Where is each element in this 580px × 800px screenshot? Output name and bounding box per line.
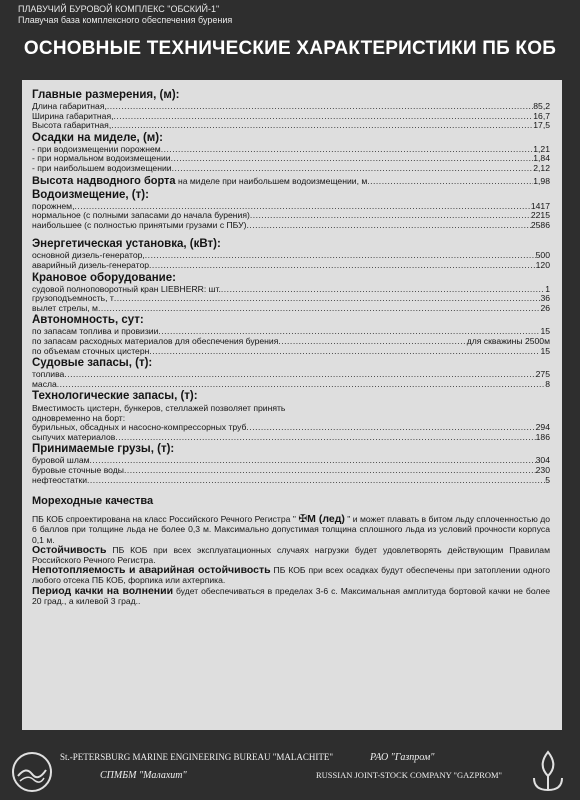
malachite-logo-icon xyxy=(10,750,54,794)
spec-row: по объемам сточных цистерн ..... 15 xyxy=(32,347,550,357)
header-line-2: Плавучая база комплексного обеспечения бурения xyxy=(18,15,233,25)
section-stores-title: Судовые запасы, (т): xyxy=(32,357,153,370)
spec-row: судовой полноповоротный кран LIEBHERR: шт. ..... 1 xyxy=(32,285,550,295)
spec-row: основной дизель-генератор, ..... 500 xyxy=(32,251,550,261)
spec-row: буровой шлам ..... 304 xyxy=(32,456,550,466)
freeboard-value: 1,98 xyxy=(533,175,550,186)
spec-row: топлива ..... 275 xyxy=(32,370,550,380)
section-crane-title: Крановое оборудование: xyxy=(32,271,176,284)
tech-text-1: Вместимость цистерн, бункеров, стеллажей позволяет принять xyxy=(32,403,286,414)
spec-row: вылет стрелы, м ..... 26 xyxy=(32,304,550,314)
section-freeboard-title: Высота надводного борта xyxy=(32,174,176,187)
class-mark-icon: ✠ xyxy=(298,513,308,526)
document-header xyxy=(18,4,232,26)
spec-row: - при водоизмещении порожнем ..... 1,21 xyxy=(32,145,550,155)
gazprom-logo-icon xyxy=(526,748,570,794)
seaworthy-paragraph-1: ПБ КОБ спроектирована на класс Российского Речного Регистра " ✠М (лед) " и может плавать в битом льду сплоченностью до 6 баллов при толщине льда не более 0,3 м. Максимально допустимая толщина сплошного льда из условий прочности корпуса 0,1 м. xyxy=(32,513,550,545)
spec-row: буровые сточные воды ..... 230 xyxy=(32,466,550,476)
spec-row: Высота габаритная, ..... 17,5 xyxy=(32,121,550,131)
spec-row: сыпучих материалов ..... 186 xyxy=(32,433,550,443)
footer-gazprom-en: RUSSIAN JOINT-STOCK COMPANY "GAZPROM" xyxy=(316,770,503,780)
section-displacement-title: Водоизмещение, (т): xyxy=(32,188,149,201)
section-tech-title: Технологические запасы, (т): xyxy=(32,390,198,403)
section-seaworthy-title: Мореходные качества xyxy=(32,495,154,508)
freeboard-note: на миделе при наибольшем водоизмещении, м xyxy=(175,175,368,186)
spec-sheet xyxy=(22,80,562,730)
tech-text-2: одновременно на борт: xyxy=(32,413,126,424)
spec-row: по запасам топлива и провизии ..... 15 xyxy=(32,327,550,337)
spec-row: порожнем, ..... 1417 xyxy=(32,202,550,212)
section-dims-title: Главные размерения, (м): xyxy=(32,89,180,101)
freeboard-row xyxy=(32,174,550,188)
rolling-paragraph: Период качки на волнении будет обеспечиваться в пределах 3-6 с. Максимальная амплитуда бортовой качки не более 20 град., а килевой 3 град.. xyxy=(32,584,550,606)
spec-row: Ширина габаритная, ..... 16,7 xyxy=(32,112,550,122)
spec-row: нормальное (с полными запасами до начала бурения) ..... 2215 xyxy=(32,211,550,221)
spec-row: - при нормальном водоизмещении ..... 1,84 xyxy=(32,154,550,164)
footer xyxy=(0,744,580,800)
footer-malachite-ru: СПМБМ "Малахит" xyxy=(100,770,187,781)
stability-paragraph: Остойчивость ПБ КОБ при всех эксплуатационных случаях нагрузки будет удовлетворять действующим Правилам Российского Речного Регистра. xyxy=(32,543,550,566)
spec-row: масла ..... 8 xyxy=(32,380,550,390)
section-draft-title: Осадки на миделе, (м): xyxy=(32,131,163,144)
section-autonomy-title: Автономность, сут: xyxy=(32,314,144,327)
spec-row: - при наибольшем водоизмещении ..... 2,12 xyxy=(32,164,550,174)
spec-row: грузоподъемность, т ..... 36 xyxy=(32,294,550,304)
spec-row: по запасам расходных материалов для обеспечения бурения ..... для скважины 2500м xyxy=(32,337,550,347)
unsinkability-paragraph: Непотопляемость и аварийная остойчивость ПБ КОБ при всех осадках будут обеспечены при затоплении одного любого отсека ПБ КОБ, форпика или ахтерпика. xyxy=(32,564,550,586)
spec-row: нефтеостатки ..... 5 xyxy=(32,476,550,486)
header-line-1: ПЛАВУЧИЙ БУРОВОЙ КОМПЛЕКС "ОБСКИЙ-1" xyxy=(18,4,220,14)
section-power-title: Энергетическая установка, (кВт): xyxy=(32,238,221,251)
spec-row: аварийный дизель-генератор ..... 120 xyxy=(32,261,550,271)
spec-row: бурильных, обсадных и насосно-компрессорных труб ..... 294 xyxy=(32,423,550,433)
page-title: ОСНОВНЫЕ ТЕХНИЧЕСКИЕ ХАРАКТЕРИСТИКИ ПБ КОБ xyxy=(23,38,557,59)
footer-malachite-en: St.-PETERSBURG MARINE ENGINEERING BUREAU "MALACHITE" xyxy=(60,752,334,762)
spec-row: наибольшее (с полностью принятыми грузами с ПБУ) ..... 2586 xyxy=(32,221,550,231)
section-cargo-title: Принимаемые грузы, (т): xyxy=(32,443,175,456)
footer-gazprom-ru: РАО "Газпром" xyxy=(370,752,435,763)
spec-row: Длина габаритная, ..... 85,2 xyxy=(32,102,550,112)
